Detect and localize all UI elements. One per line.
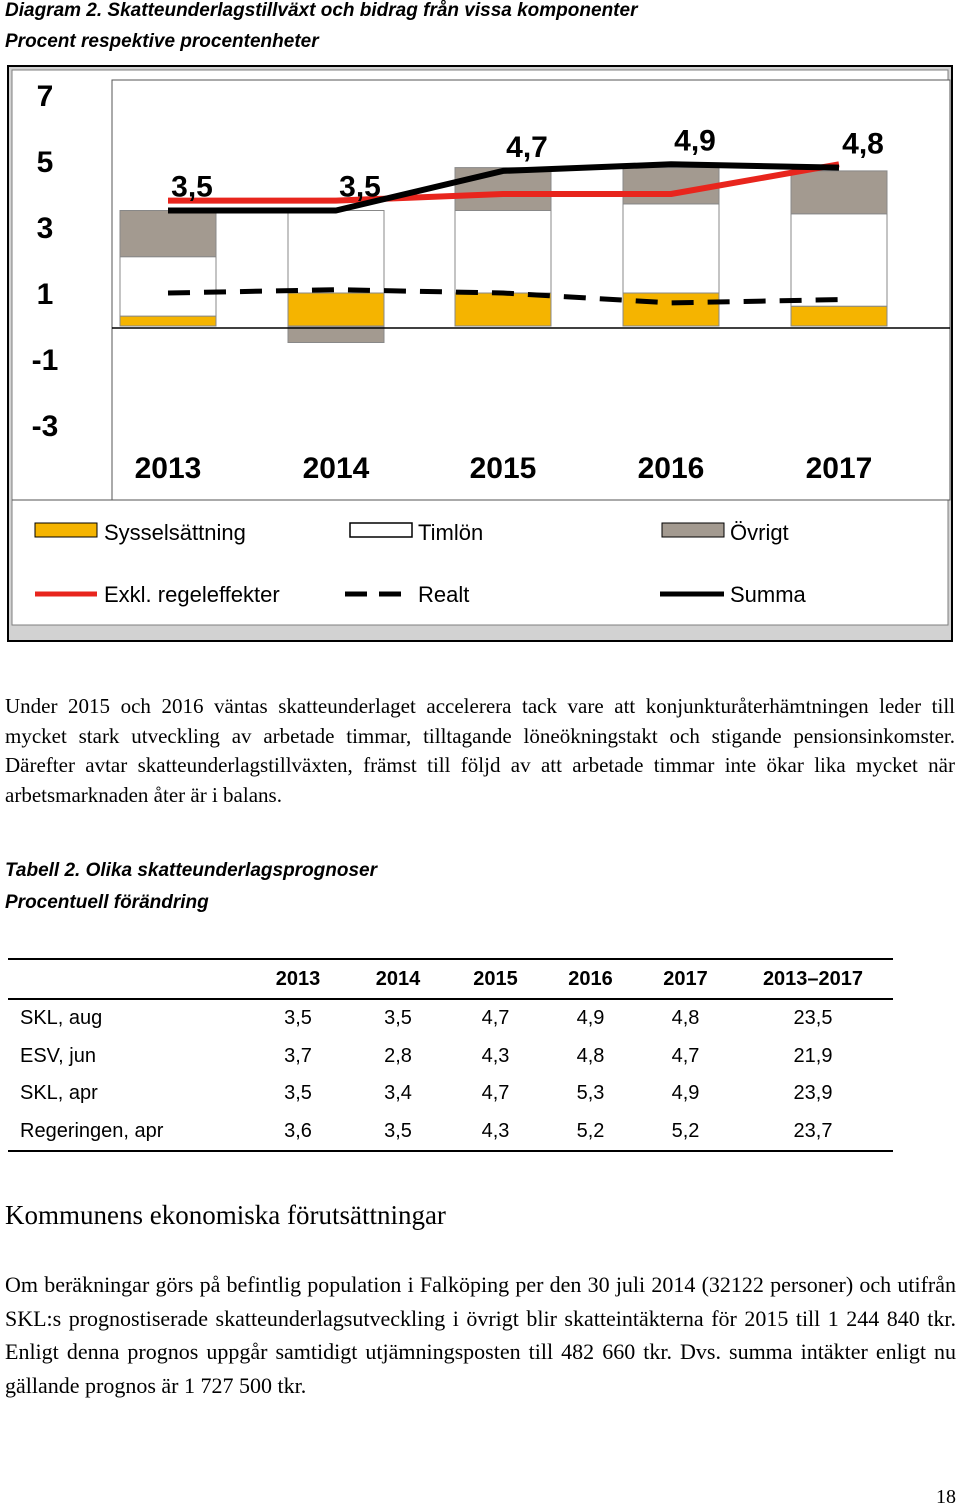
bar-timln (288, 211, 384, 294)
table-header-cell: 2014 (348, 959, 448, 999)
y-tick-label: 3 (36, 212, 54, 245)
table-header-cell: 2017 (638, 959, 733, 999)
page-number: 18 (936, 1486, 956, 1508)
table-cell: Regeringen, apr (8, 1113, 248, 1152)
table-row (8, 1075, 893, 1113)
bar-timln (120, 257, 216, 316)
bar-timln (623, 204, 719, 293)
forecast-table (8, 958, 893, 1152)
table-cell: 3,5 (348, 1113, 448, 1152)
table-header-cell: 2013 (248, 959, 348, 999)
y-tick-label: -3 (31, 410, 59, 443)
y-tick-label: 1 (36, 278, 54, 311)
bar-vrigt (120, 211, 216, 257)
legend-label-sysselsattning: Sysselsättning (104, 520, 246, 545)
table-cell: 23,5 (793, 1007, 833, 1030)
legend-swatch-ovrigt (662, 523, 724, 537)
body-paragraph-2: Om beräkningar görs på befintlig population i Falköping per den 30 juli 2014 (32122 personer) och utifrån SKL:s prognostiserade skatteunderlagsutveckling i övrigt blir skatteintäkterna för 2015 till 1 244 840 tkr. Enligt denna prognos uppgår samtidigt utjämningsposten till 482 660 tkr. Dvs. summa intäkter enligt nu gällande prognos är 1 727 500 tkr. (5, 1272, 956, 1398)
bar-timln (791, 214, 887, 306)
legend-label-ovrigt: Övrigt (730, 520, 789, 545)
data-label: 4,8 (842, 127, 884, 161)
table-row (8, 1038, 893, 1076)
table-cell: 5,2 (543, 1113, 638, 1152)
bar-timln (455, 211, 551, 294)
table-header-cell: 2016 (543, 959, 638, 999)
table-cell: 23,9 (793, 1082, 833, 1105)
data-label: 3,5 (339, 170, 381, 204)
bar-vrigt (791, 171, 887, 214)
table-cell: 5,2 (638, 1113, 733, 1152)
section-heading: Kommunens ekonomiska förutsättningar (5, 1200, 446, 1230)
bar-sysselsttning (455, 293, 551, 326)
data-label: 4,7 (506, 130, 548, 164)
x-tick-label: 2013 (134, 452, 202, 485)
table-cell: 4,9 (576, 1007, 605, 1030)
legend-label-summa: Summa (730, 582, 806, 607)
table-cell: 21,9 (793, 1044, 833, 1067)
x-tick-label: 2015 (469, 452, 537, 485)
bar-vrigt (455, 168, 551, 211)
table-cell: 4,7 (481, 1082, 510, 1105)
diagram-subcaption: Procent respektive procentenheter (5, 31, 319, 52)
table-cell: 3,6 (248, 1113, 348, 1152)
table-cell: 23,7 (733, 1113, 893, 1152)
table-cell: 4,3 (481, 1044, 510, 1067)
y-tick-label: -1 (31, 344, 59, 377)
table-cell: 4,8 (671, 1007, 700, 1030)
table-header-cell: 2015 (448, 959, 543, 999)
table-cell: 3,5 (284, 1007, 312, 1030)
x-tick-label: 2017 (805, 452, 873, 485)
table-cell: 4,8 (576, 1044, 605, 1067)
bar-sysselsttning (120, 316, 216, 326)
table-cell: ESV, jun (20, 1044, 96, 1067)
data-label: 4,9 (674, 124, 716, 158)
table-cell: SKL, apr (20, 1082, 98, 1105)
table-header-cell: 2013–2017 (733, 959, 893, 999)
legend-label-timlon: Timlön (418, 520, 484, 545)
table-row (8, 999, 893, 1038)
table-subcaption: Procentuell förändring (5, 892, 209, 913)
data-label: 3,5 (171, 170, 213, 204)
bar-sysselsttning (791, 306, 887, 326)
body-paragraph-1: Under 2015 och 2016 väntas skatteunderlaget accelerera tack vare att konjunkturåterhämtningen leder till mycket stark utveckling av arbetade timmar, tilltagande löneökningstakt och stigande pensionsinkomster. Därefter avtar skatteunderlagstillväxten, främst till följd av att arbetade timmar inte ökar lika mycket när arbetsmarknaden åter är i balans. (5, 694, 955, 807)
x-tick-label: 2016 (637, 452, 705, 485)
y-tick-label: 7 (36, 80, 54, 113)
table-caption: Tabell 2. Olika skatteunderlagsprognoser (5, 860, 378, 881)
table-cell: 4,7 (481, 1007, 510, 1030)
legend-label-exkl: Exkl. regeleffekter (104, 582, 280, 607)
bar-sysselsttning (288, 293, 384, 326)
legend-label-realt: Realt (418, 582, 470, 607)
table-cell: 3,5 (284, 1082, 312, 1105)
table-cell: 4,9 (671, 1082, 700, 1105)
y-tick-label: 5 (36, 146, 54, 179)
table-cell: 3,4 (384, 1082, 412, 1105)
chart (0, 0, 960, 650)
legend-swatch-sysselsattning (35, 523, 97, 537)
table-cell: 3,7 (284, 1044, 312, 1067)
x-tick-label: 2014 (302, 452, 370, 485)
table-cell: SKL, aug (20, 1007, 103, 1030)
table-row (8, 1113, 893, 1152)
table-cell: 2,8 (384, 1044, 412, 1067)
bar-sysselsttning (623, 293, 719, 326)
table-cell: 3,5 (384, 1007, 412, 1030)
table-header-cell (8, 959, 248, 999)
table-cell: 4,7 (671, 1044, 700, 1067)
table-cell: 5,3 (576, 1082, 605, 1105)
diagram-caption: Diagram 2. Skatteunderlagstillväxt och bidrag från vissa komponenter (5, 0, 638, 21)
table-cell: 4,3 (448, 1113, 543, 1152)
table-header-row (8, 959, 893, 999)
legend-swatch-timlon (350, 523, 412, 537)
